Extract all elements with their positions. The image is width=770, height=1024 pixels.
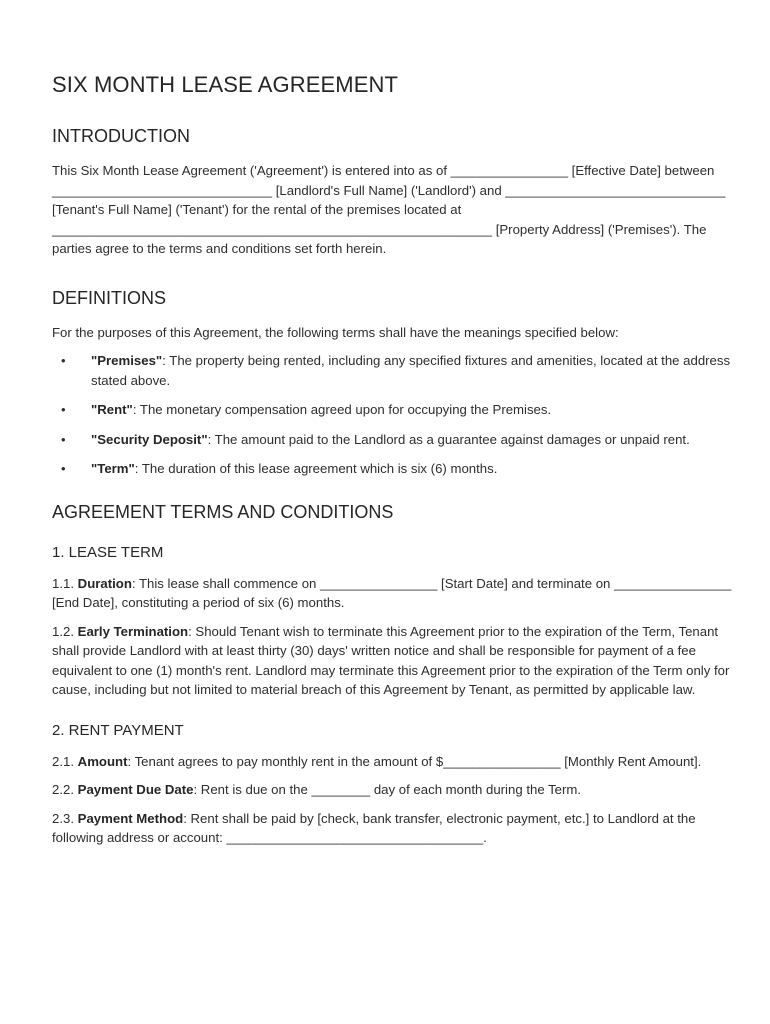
clause-number: 1.1. bbox=[52, 575, 78, 591]
introduction-heading: INTRODUCTION bbox=[52, 126, 190, 146]
clause-amount bbox=[52, 752, 732, 772]
definition-term: "Security Deposit" bbox=[91, 431, 208, 447]
agreement-terms-heading: AGREEMENT TERMS AND CONDITIONS bbox=[52, 501, 394, 522]
clause-label: Payment Method bbox=[77, 810, 184, 826]
definition-text: : The amount paid to the Landlord as a guarantee against damages or unpaid rent. bbox=[207, 431, 690, 447]
clause-text: : Rent shall be paid by [check, bank transfer, electronic payment, etc.] to Landlord at the following address or account: ___________________________________. bbox=[52, 810, 696, 845]
clause-label: Amount bbox=[77, 753, 128, 769]
clause-text: : Rent is due on the ________ day of each month during the Term. bbox=[193, 782, 582, 797]
definitions-list bbox=[52, 351, 732, 479]
bullet-icon: • bbox=[61, 353, 66, 368]
clause-payment-due-date bbox=[52, 780, 732, 800]
definitions-intro: For the purposes of this Agreement, the following terms shall have the meanings specified below: bbox=[52, 324, 619, 340]
clause-duration bbox=[52, 574, 732, 613]
clause-label: Payment Due Date bbox=[77, 782, 194, 797]
clause-early-termination bbox=[52, 622, 732, 700]
page-title: SIX MONTH LEASE AGREEMENT bbox=[52, 72, 399, 97]
document-page bbox=[52, 70, 732, 857]
clause-number: 2.2. bbox=[52, 782, 78, 797]
definition-term: "Rent" bbox=[91, 402, 133, 417]
bullet-icon: • bbox=[61, 431, 66, 447]
clause-text: : Tenant agrees to pay monthly rent in the amount of $________________ [Monthly Rent Amount]. bbox=[127, 753, 702, 769]
clause-number: 1.2. bbox=[52, 623, 78, 639]
clause-text: : This lease shall commence on ________________ [Start Date] and terminate on ________________ [End Date], constituting a period of six (6) months. bbox=[52, 575, 732, 610]
definitions-heading: DEFINITIONS bbox=[52, 287, 167, 308]
definition-term: "Premises" bbox=[91, 353, 163, 368]
clause-label: Duration bbox=[77, 575, 132, 591]
definition-text: : The property being rented, including any specified fixtures and amenities, located at the address stated above. bbox=[91, 353, 731, 388]
rent-payment-heading: 2. RENT PAYMENT bbox=[52, 721, 184, 739]
introduction-paragraph: This Six Month Lease Agreement ('Agreement') is entered into as of ________________ [Effective Date] between ______________________________ [Landlord's Full Name] ('Landlord') and ______________________________ [Tenant's Full Name] ('Tenant') for the rental of the premises located at ____________________________________________________________ [Property Address] ('Premises'). The parties agree to the terms and conditions set forth herein. bbox=[52, 163, 726, 256]
list-item bbox=[52, 351, 732, 390]
clause-text: : Should Tenant wish to terminate this Agreement prior to the expiration of the Term, Tenant shall provide Landlord with at least thirty (30) days' written notice and shall be responsible for payment of a fee equivalent to one (1) month's rent. Landlord may terminate this Agreement prior to the expiration of the Term only for cause, including but not limited to material breach of this Agreement by Tenant, as permitted by applicable law. bbox=[52, 623, 730, 697]
bullet-icon: • bbox=[61, 402, 66, 417]
list-item bbox=[52, 400, 732, 420]
definition-term: "Term" bbox=[91, 461, 135, 476]
clause-number: 2.1. bbox=[52, 753, 78, 769]
definition-text: : The monetary compensation agreed upon for occupying the Premises. bbox=[132, 402, 552, 417]
clause-payment-method bbox=[52, 809, 732, 848]
list-item bbox=[52, 459, 732, 479]
definition-text: : The duration of this lease agreement which is six (6) months. bbox=[134, 461, 498, 476]
bullet-icon: • bbox=[61, 461, 66, 476]
clause-number: 2.3. bbox=[52, 810, 78, 826]
lease-term-heading: 1. LEASE TERM bbox=[52, 543, 164, 561]
list-item bbox=[52, 430, 732, 450]
clause-label: Early Termination bbox=[77, 623, 189, 639]
